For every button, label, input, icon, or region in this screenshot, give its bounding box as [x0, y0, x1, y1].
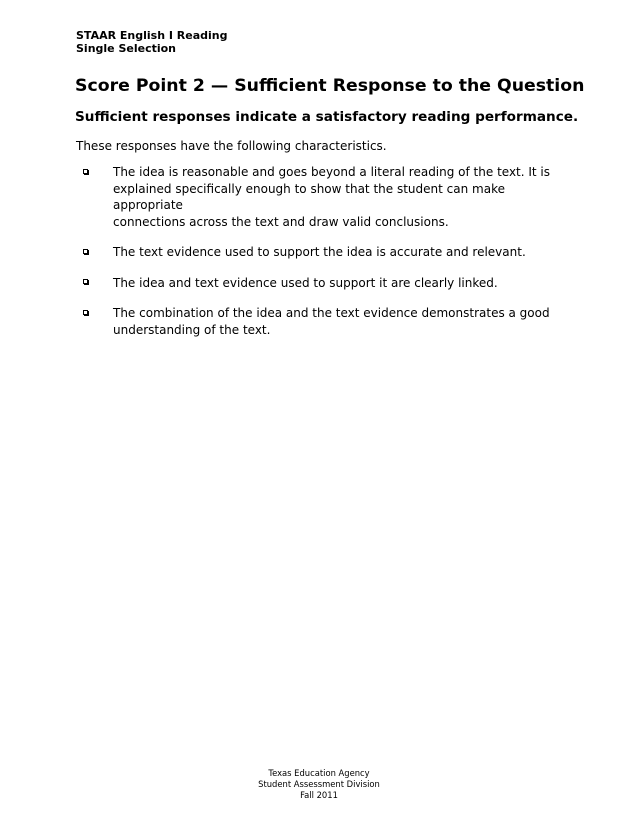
page-header: [76, 29, 228, 55]
list-item: [76, 244, 576, 261]
list-item: [76, 164, 576, 230]
footer-agency: Texas Education Agency: [268, 768, 370, 778]
list-item-text: The text evidence used to support the idea is accurate and relevant.: [113, 245, 526, 259]
intro-text: These responses have the following characteristics.: [76, 139, 387, 153]
checkbox-bullet-icon: [83, 310, 88, 315]
page-title: Score Point 2 — Sufficient Response to the Question: [75, 76, 585, 96]
checkbox-bullet-icon: [83, 169, 88, 174]
list-item-text: The combination of the idea and the text evidence demonstrates a good understanding of the text.: [113, 306, 550, 337]
list-item-text: The idea and text evidence used to support it are clearly linked.: [113, 275, 498, 290]
section-subtitle: Sufficient responses indicate a satisfactory reading performance.: [75, 109, 579, 125]
header-test-name: STAAR English I Reading: [76, 29, 228, 42]
characteristics-list: [76, 164, 576, 352]
footer-date: Fall 2011: [300, 790, 338, 800]
header-selection-type: Single Selection: [76, 42, 177, 55]
page-footer: [219, 768, 419, 801]
footer-division: Student Assessment Division: [258, 779, 380, 789]
list-item: [76, 305, 576, 338]
list-item-text: The idea is reasonable and goes beyond a literal reading of the text. It is explained specifically enough to show that the student can make appropriate connections across the text and draw valid conclusions.: [113, 165, 551, 229]
checkbox-bullet-icon: [83, 279, 88, 284]
checkbox-bullet-icon: [83, 249, 88, 254]
list-item: [76, 275, 576, 292]
